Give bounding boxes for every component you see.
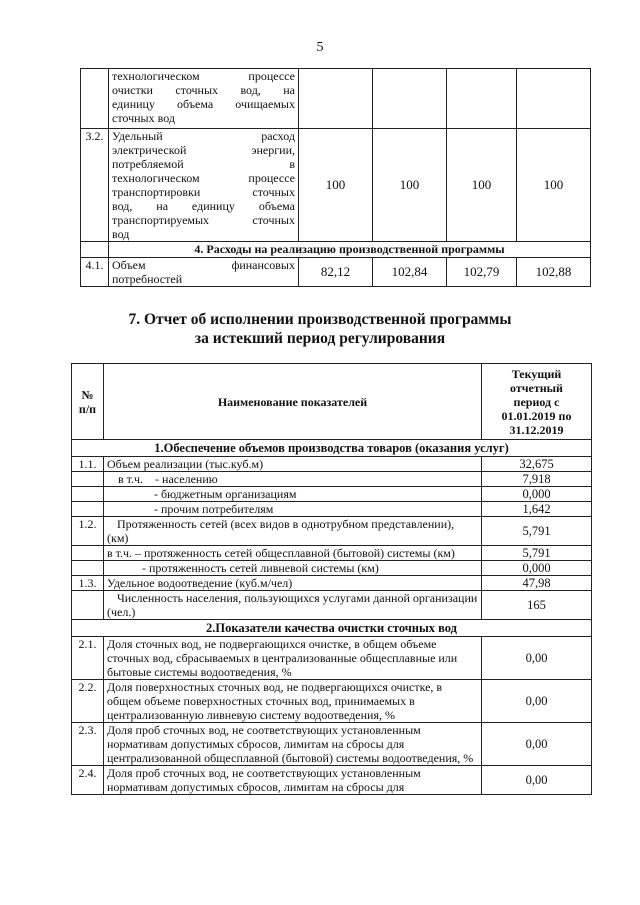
row-name: в т.ч. – протяженность сетей общесплавной (бытовой) системы (км) <box>104 546 482 561</box>
row-value: 1,642 <box>482 502 592 517</box>
section-header-row <box>72 620 592 637</box>
header-number: № п/п <box>72 364 104 440</box>
row-value: 5,791 <box>482 517 592 546</box>
value-cell: 82,12 <box>299 258 373 287</box>
row-number <box>81 69 109 129</box>
row-name: Доля проб сточных вод, не соответствующих установленным нормативам допустимых сбросов, лимитам на сбросы для централизованной общесплавной (бытовой) системы водоотведения, % <box>104 723 482 766</box>
table-row <box>72 723 592 766</box>
row-value: 5,791 <box>482 546 592 561</box>
value-cell: 102,79 <box>447 258 517 287</box>
row-number <box>72 561 104 576</box>
table-row <box>81 258 591 287</box>
table-row <box>72 561 592 576</box>
row-name: Численность населения, пользующихся услугами данной организации (чел.) <box>104 591 482 620</box>
row-number <box>72 487 104 502</box>
row-value: 0,00 <box>482 723 592 766</box>
table-row <box>72 576 592 591</box>
table-row <box>72 457 592 472</box>
table-header-row <box>72 364 592 440</box>
header-name: Наименование показателей <box>104 364 482 440</box>
section-title: 4. Расходы на реализацию производственной программы <box>109 242 591 258</box>
value-cell: 100 <box>299 129 373 242</box>
row-name: - бюджетным организациям <box>104 487 482 502</box>
table-row <box>72 680 592 723</box>
row-number: 4.1. <box>81 258 109 287</box>
row-value: 0,000 <box>482 487 592 502</box>
table-row <box>72 487 592 502</box>
row-number: 1.3. <box>72 576 104 591</box>
row-name: Доля поверхностных сточных вод, не подвергающихся очистке, в общем объеме поверхностных сточных вод, принимаемых в централизованную ливневую систему водоотведения, % <box>104 680 482 723</box>
row-value: 165 <box>482 591 592 620</box>
row-value: 7,918 <box>482 472 592 487</box>
row-value: 47,98 <box>482 576 592 591</box>
value-cell: 102,88 <box>517 258 591 287</box>
row-number: 2.2. <box>72 680 104 723</box>
row-name: Доля проб сточных вод, не соответствующих установленным нормативам допустимых сбросов, лимитам на сбросы для <box>104 766 482 795</box>
table-row <box>81 69 591 129</box>
row-number: 2.1. <box>72 637 104 680</box>
value-cell: 100 <box>517 129 591 242</box>
table-row <box>72 546 592 561</box>
row-number: 3.2. <box>81 129 109 242</box>
value-cell <box>299 69 373 129</box>
table-row <box>72 591 592 620</box>
row-number <box>72 546 104 561</box>
production-program-report-table <box>71 363 592 795</box>
row-number: 2.3. <box>72 723 104 766</box>
table-row <box>72 637 592 680</box>
row-name: Удельное водоотведение (куб.м/чел) <box>104 576 482 591</box>
row-number: 2.4. <box>72 766 104 795</box>
value-cell <box>373 69 447 129</box>
row-value: 32,675 <box>482 457 592 472</box>
row-name: Объем реализации (тыс.куб.м) <box>104 457 482 472</box>
row-name: в т.ч. - населению <box>104 472 482 487</box>
table-row <box>81 129 591 242</box>
row-name: Протяженность сетей (всех видов в однотрубном представлении), (км) <box>104 517 482 546</box>
section-header-row <box>72 440 592 457</box>
table-row <box>72 472 592 487</box>
value-cell: 100 <box>447 129 517 242</box>
indicators-table-continued <box>80 68 591 287</box>
table-row <box>72 502 592 517</box>
row-number: 1.2. <box>72 517 104 546</box>
row-value: 0,000 <box>482 561 592 576</box>
row-description: Удельный расход электрической энергии, потребляемой в технологическом процессе транспортировки сточных вод, на единицу объема транспортируемых сточных вод <box>109 129 299 242</box>
row-name: Доля сточных вод, не подвергающихся очистке, в общем объеме сточных вод, сбрасываемых в централизованные общесплавные или бытовые системы водоотведения, % <box>104 637 482 680</box>
section-title: 1.Обеспечение объемов производства товаров (оказания услуг) <box>72 440 592 457</box>
section-header-row <box>81 242 591 258</box>
row-value: 0,00 <box>482 766 592 795</box>
row-name: - протяженность сетей ливневой системы (км) <box>104 561 482 576</box>
row-description: технологическом процессе очистки сточных вод, на единицу объема очищаемых сточных вод <box>109 69 299 129</box>
row-value: 0,00 <box>482 637 592 680</box>
table-row <box>72 766 592 795</box>
row-description: Объем финансовых потребностей <box>109 258 299 287</box>
value-cell: 102,84 <box>373 258 447 287</box>
row-number <box>72 502 104 517</box>
table-row <box>72 517 592 546</box>
value-cell <box>517 69 591 129</box>
row-value: 0,00 <box>482 680 592 723</box>
value-cell: 100 <box>373 129 447 242</box>
row-number: 1.1. <box>72 457 104 472</box>
page-number: 5 <box>316 40 324 55</box>
section-heading: 7. Отчет об исполнении производственной программы за истекший период регулирования <box>128 311 512 347</box>
header-period: Текущий отчетный период с 01.01.2019 по 31.12.2019 <box>482 364 592 440</box>
section-title: 2.Показатели качества очистки сточных вод <box>72 620 592 637</box>
value-cell <box>447 69 517 129</box>
row-number <box>72 472 104 487</box>
row-number <box>72 591 104 620</box>
row-name: - прочим потребителям <box>104 502 482 517</box>
